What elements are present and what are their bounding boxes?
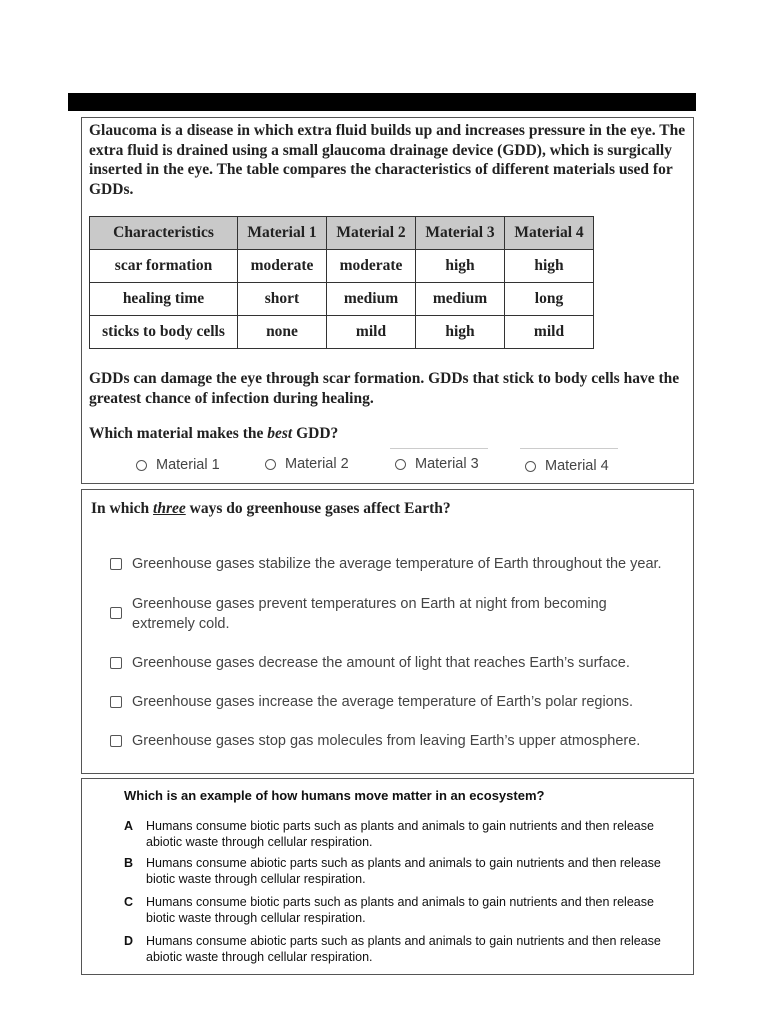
option-material-4[interactable] — [525, 458, 609, 474]
choice-letter: D — [124, 934, 134, 948]
table-cell: mild — [327, 316, 416, 349]
checkbox-label: Greenhouse gases decrease the amount of light that reaches Earth’s surface. — [132, 655, 630, 671]
table-cell: moderate — [238, 250, 327, 283]
choice-text: Humans consume biotic parts such as plants and animals to gain nutrients and then release abiotic waste through cellular respiration. — [146, 819, 654, 849]
table-row — [90, 250, 594, 283]
question-1-card — [81, 117, 694, 484]
choice-text: Humans consume biotic parts such as plants and animals to gain nutrients and then release biotic waste through cellular respiration. — [146, 895, 654, 925]
q2-prompt-end: ways do greenhouse gases affect Earth? — [185, 500, 451, 517]
choice-letter: A — [124, 819, 134, 833]
q1-passage: Glaucoma is a disease in which extra fluid builds up and increases pressure in the eye. The extra fluid is drained using a small glaucoma drainage device (GDD), which is surgically inserted in the eye. The table compares the characteristics of different materials used for GDDs. — [89, 122, 686, 198]
header-bar — [68, 93, 696, 111]
choice-text: Humans consume abiotic parts such as plants and animals to gain nutrients and then release biotic waste through cellular respiration. — [146, 856, 661, 886]
choice-text: Humans consume abiotic parts such as plants and animals to gain nutrients and then release abiotic waste through cellular respiration. — [146, 934, 661, 964]
option-label: Material 3 — [415, 456, 479, 472]
table-header: Characteristics — [90, 217, 238, 250]
table-cell: healing time — [90, 283, 238, 316]
table-cell: none — [238, 316, 327, 349]
table-cell: medium — [327, 283, 416, 316]
table-header: Material 1 — [238, 217, 327, 250]
q1-options — [82, 451, 695, 481]
checkbox-label: Greenhouse gases prevent temperatures on Earth at night from becoming extremely cold. — [132, 596, 607, 632]
table-header-row — [90, 217, 594, 250]
checkbox[interactable] — [110, 696, 122, 708]
q1-prompt-emphasis: best — [267, 425, 293, 442]
answer-choice-c[interactable] — [124, 894, 679, 926]
table-cell: moderate — [327, 250, 416, 283]
checkbox-label: Greenhouse gases increase the average temperature of Earth’s polar regions. — [132, 694, 634, 710]
checkbox[interactable] — [110, 735, 122, 747]
option-material-1[interactable] — [136, 457, 220, 473]
answer-choice-d[interactable] — [124, 933, 679, 965]
option-label: Material 4 — [545, 458, 609, 474]
table-header: Material 4 — [505, 217, 594, 250]
table-cell: high — [505, 250, 594, 283]
table-header: Material 2 — [327, 217, 416, 250]
table-cell: sticks to body cells — [90, 316, 238, 349]
table-cell: high — [416, 250, 505, 283]
option-divider — [520, 448, 618, 449]
q2-prompt-emphasis: three — [153, 500, 186, 517]
table-cell: short — [238, 283, 327, 316]
question-3-card — [81, 778, 694, 975]
option-material-3[interactable] — [395, 456, 479, 472]
checkbox[interactable] — [110, 558, 122, 570]
q2-prompt-start: In which — [91, 500, 154, 517]
table-cell: long — [505, 283, 594, 316]
choice-letter: B — [124, 856, 134, 870]
table-cell: high — [416, 316, 505, 349]
checkbox[interactable] — [110, 607, 122, 619]
checkbox-label: Greenhouse gases stabilize the average temperature of Earth throughout the year. — [132, 556, 662, 572]
answer-choice-b[interactable] — [124, 855, 679, 887]
table-cell: medium — [416, 283, 505, 316]
option-material-2[interactable] — [265, 456, 349, 472]
checkbox-option-5[interactable] — [110, 731, 670, 751]
q1-prompt — [89, 425, 338, 443]
radio-button[interactable] — [136, 460, 147, 471]
table-row — [90, 316, 594, 349]
q1-prompt-start: Which material makes the — [89, 425, 268, 442]
q1-prompt-end: GDD? — [292, 425, 339, 442]
option-label: Material 2 — [285, 456, 349, 472]
table-cell: scar formation — [90, 250, 238, 283]
q1-info-text: GDDs can damage the eye through scar formation. GDDs that stick to body cells have the greatest chance of infection during healing. — [89, 370, 680, 407]
q3-prompt: Which is an example of how humans move matter in an ecosystem? — [124, 788, 545, 803]
table-header: Material 3 — [416, 217, 505, 250]
q2-prompt — [91, 500, 451, 518]
choice-letter: C — [124, 895, 134, 909]
checkbox-label: Greenhouse gases stop gas molecules from leaving Earth’s upper atmosphere. — [132, 733, 641, 749]
radio-button[interactable] — [265, 459, 276, 470]
radio-button[interactable] — [395, 459, 406, 470]
checkbox[interactable] — [110, 657, 122, 669]
materials-table — [89, 216, 594, 349]
answer-choice-a[interactable] — [124, 818, 679, 850]
option-divider — [390, 448, 488, 449]
radio-button[interactable] — [525, 461, 536, 472]
checkbox-option-1[interactable] — [110, 554, 670, 574]
question-2-card — [81, 489, 694, 774]
checkbox-option-3[interactable] — [110, 653, 670, 673]
table-row — [90, 283, 594, 316]
option-label: Material 1 — [156, 457, 220, 473]
checkbox-option-4[interactable] — [110, 692, 670, 712]
table-cell: mild — [505, 316, 594, 349]
checkbox-option-2[interactable] — [110, 594, 670, 634]
